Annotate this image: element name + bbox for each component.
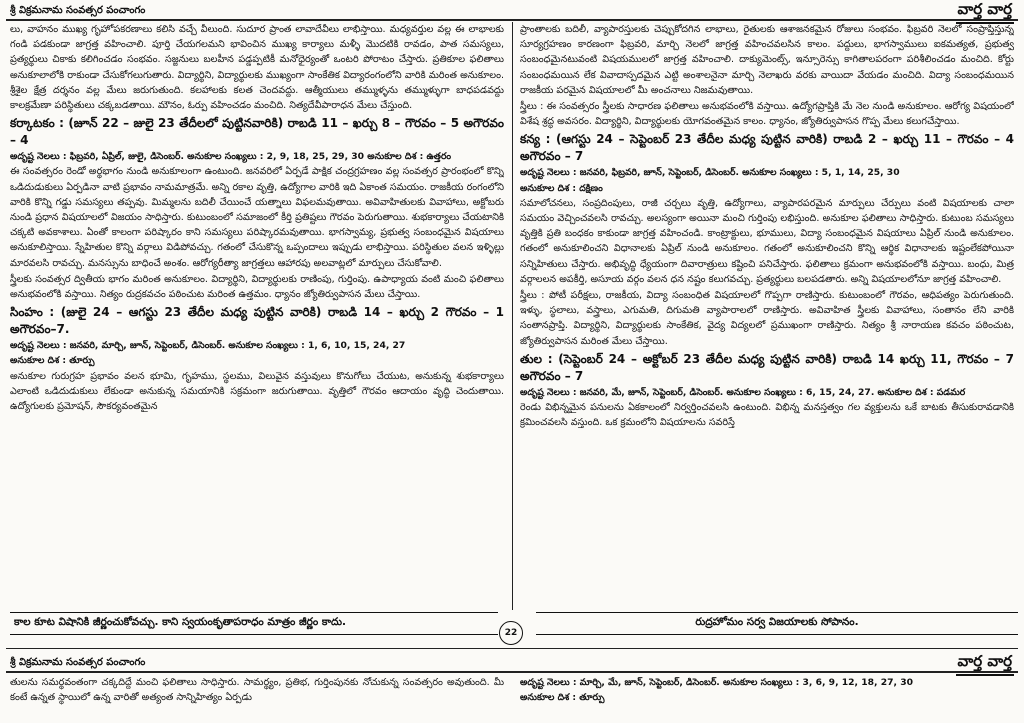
next-page-lucky: అదృష్ట నెలలు : మార్చి, మే, జూన్, సెప్టెంబర్, డిసెంబర్. అనుకూల సంఖ్యలు : 3, 6, 9, 12, 18, 27, 30	[520, 677, 913, 688]
brand-logo: వార్త వార్త	[956, 0, 1014, 24]
karkatakam-heading: కర్కాటకం : (జూన్ 22 – జులై 23 తేదీలలో పుట్టినవారికి) రాబడి 11 – ఖర్చు 8 – గౌరవం – 5 అగౌరవం – 4	[10, 116, 504, 148]
kanya-women: స్త్రీలు : పోటీ పరీక్షలు, రాజకీయ, విద్యా సంబంధిత విషయాలలో గొప్పగా రాణిస్తారు. కుటుంబంలో గౌరవం, ఆధిపత్యం పెరుగుతుంది. ఇళ్ళు, స్థలాలు, వస్త్రాలు, ఎగుమతి, దిగుమతి వ్యాపారాలలో రాణిస్తారు. అవివాహిత స్త్రీలకు వివాహాలు, సంతానం లేని వారికి సంతానప్రాప్తి. విద్యార్థిని, విద్యార్థులకు సాంకేతిక, వైద్య విద్యలలో ప్రముఖంగా రాణిస్తారు. నిత్యం శ్రీ నారాయణ కవచం పఠించుట, జ్యోతిర్వుపాసన మరింత మేలు చేస్తాయి.	[520, 290, 1014, 347]
kanya-direction: అనుకూల దిశ : దక్షిణం	[520, 182, 603, 194]
footer-quote-right: రుద్రహోమం సర్వ విజయాలకు సోపానం.	[536, 612, 1018, 635]
karkatakam-women: స్త్రీలకు సంవత్సర ద్వితీయ భాగం మరింత అనుకూలం. విద్యార్థిని, విద్యార్థులకు రాణింపు, గుర్తింపు. ఉపాధ్యాయ వంటి మంచి ఫలితాలు అనుభవంలోకి వస్తాయి. నిత్యం రుద్రకవచం పఠించుట మరింత ఉత్తమం. ధ్యానం జ్యోతిర్వుపాసన మేలు చేస్తాయి.	[10, 273, 504, 301]
simham-body: అనుకూల గురుగ్రహ ప్రభావం వలన భూమి, గృహము, స్థలము, విలువైన వస్తువులు కొనుగోలు చేయుట, అనుకున్న శుభకార్యాలు ఎలాంటి ఒడిదుడుకులు లేకుండా అనుకున్న సమయానికి సక్రమంగా జరుగుతాయి. వృత్తిలో గౌరవం ఆదాయం వృద్ధి చెందుతాయి. ఉద్యోగులకు ప్రమోషన్, సౌకర్యవంతమైన	[10, 370, 504, 413]
page-number: 22	[499, 621, 523, 645]
simham-direction: అనుకూల దిశ : తూర్పు	[10, 355, 95, 367]
right-column	[520, 22, 1014, 610]
next-page-header-rule	[6, 671, 1018, 673]
magazine-spread	[6, 0, 1018, 723]
tula-body: రెండు విభిన్నమైన పనులను ఏకకాలంలో నిర్వర్తించవలసి ఉంటుంది. విభిన్న మనస్తత్వం గల వ్యక్తులను ఒకే బాటకు తీసుకురావడానికి క్రమించవలసి వస్తుంది. ఒక క్రమంలోని విషయాలను సవరిస్తే	[520, 402, 1014, 429]
next-page-left-text: తులను సమర్థవంతంగా చక్కదిద్దే మంచి ఫలితాలు సాధిస్తారు. సామర్థ్యం, ప్రతిభ, గుర్తింపునకు నోచుకున్న సంవత్సరం అవుతుంది. మీ కంటే ఉన్నత స్థాయిలో ఉన్న వారితో అత్యంత సాన్నిహిత్యం ఏర్పడు	[10, 677, 504, 704]
left-column	[10, 22, 504, 610]
karkatakam-body: ఈ సంవత్సరం రెండో అర్థభాగం నుండి అనుకూలంగా ఉంటుంది. జనవరిలో ఏర్పడే పాక్షిక చంద్రగ్రహణం వల్ల సంవత్సర ప్రారంభంలో కొన్ని ఒడిదుడుకులు ఏర్పడినా వాటి ప్రభావం నామమాత్రమే. అన్ని రకాల వృత్తి, ఉద్యోగాల వారికి ఇది ఏకాంత సమయం. రాజకీయ రంగంలోని వారికి కొన్ని గడ్డు సమస్యలు తప్పవు. మిమ్మలను బదిలీ చేయించే యత్నాలు విఫలమవుతాయి. అవివాహితులకు వివాహాలు, అక్టోబరు నుండి ప్రధాన విషయాలలో విజయం సాధిస్తారు. కుటుంబంలో సమాజంలో కీర్తి ప్రతిష్టలు గౌరవం పెరుగుతాయి. శుభకార్యాలు చేయటానికి చక్కటి అవకాశాలు. ఏంతో కాలంగా పరిష్కారం కాని సమస్యలు పరిష్కారమవుతాయి. భాగస్వామ్య, ప్రభుత్వ సంబంధమైన విషయాలు అనుకూలిస్తాయి. స్నేహితుల కొన్ని వర్గాలు విడిపోవచ్చు. గతంలో చేసుకొన్న ఒప్పందాలు ఇప్పుడు లాభిస్తాయి. పరిస్థితుల వలన ఇళ్ళిల్లు మారవలసి రావచ్చు. మనస్సును బాధించే అంశం. ఆరోగ్యరీత్యా జాగ్రత్తలు ఆహారపు అలవాట్లలో మార్పులు చేసుకోవాలి.	[10, 166, 504, 269]
kanya-lucky: అదృష్ట నెలలు : జనవరి, ఫిబ్రవరి, జూన్, సెప్టెంబర్, డిసెంబర్. అనుకూల సంఖ్యలు : 5, 1, 14, 25, 30	[520, 167, 900, 179]
next-page-direction: అనుకూల దిశ : తూర్పు	[520, 692, 605, 704]
simham-lucky: అదృష్ట నెలలు : జనవరి, మార్చి, జూన్, సెప్టెంబర్, డిసెంబర్. అనుకూల సంఖ్యలు : 1, 6, 10, 15, 24, 27	[10, 340, 406, 352]
header-title: శ్రీ విక్రమనామ సంవత్సర పంచాంగం	[10, 5, 146, 16]
next-page-brand-logo: వార్త వార్త	[956, 652, 1014, 676]
tula-heading: తుల : (సెప్టెంబర్ 24 – అక్టోబర్ 23 తేదీల మధ్య పుట్టిన వారికి) రాబడి 14 ఖర్చు 11, గౌరవం – 7 అగౌరవం – 7	[520, 351, 1014, 383]
column-divider	[512, 22, 513, 610]
women-paragraph: స్త్రీలు : ఈ సంవత్సరం స్త్రీలకు సాధారణ ఫలితాలు అనుభవంలోకి వస్తాయి. ఉద్యోగప్రాప్తికి మే నెల నుండి అనుకూలం. ఆరోగ్య విషయంలో విశేష శ్రద్ధ అవసరం. విద్యార్థిని, విద్యార్థులకు యోగవంతమైన కాలం. ధ్యానం, జ్యోతిర్వుపాసన గొప్ప మేలు కలుగచేస్తాయి.	[520, 101, 1014, 128]
intro-paragraph: లు, వాహనం ముఖ్య గృహోపకరణాలు కలిసి వచ్చే వీలుంది. సుదూర ప్రాంత లావాదేవీలు లాభిస్తాయి. మధ్యవర్తుల వల్ల ఈ లాభాలకు గండి పడకుండా జాగ్రత్త వహించాలి. పూర్తి చేయగలమని భావించిన ముఖ్య కార్యాలు మళ్ళీ మొదటికి రావడం, పాత సమస్యలు, ప్రత్యర్థులు చికాకు కలిగించడం సంభవం. సజ్జనులు బలహీన పడ్డప్పటికీ మనోధైర్యంతో ఒంటరి పోరాటం చేస్తారు. ప్రతికూల ఫలితాలు అనుకూలాలోకి రాకుండా చేసుకోగలుగుతారు. విద్యార్థిని, విద్యార్థులకు ముఖ్యంగా సాంకేతిక విద్యారంగంలోని వారికి మరింత అనుకూలం. శ్రీశైల క్షేత్ర దర్శనం వల్ల మేలు జరుగుతుంది. కలహాలకు కలత చెందవద్దు. ఆత్మీయులు తమ్ముళ్ళను తమ్ముళ్ళుగా బాధపడవద్దు కాలక్రమేణా పరిస్థితులు చక్కబడతాయి. మౌనం, ఓర్పు వహించడం మంచిది. నిత్యదేవీపారాధన మేలు చేస్తుంది.	[10, 24, 504, 112]
intro-paragraph: ప్రాంతాలకు బదిలీ, వ్యాపారస్తులకు చెప్పుకోదగిన లాభాలు, రైతులకు ఆశాజనకమైన రోజులు సంభవం. ఫిబ్రవరి నెలలో సంప్రాప్తిస్తున్న సూర్యగ్రహణం కారణంగా ఫిబ్రవరి, మార్చి నెలలో జాగ్రత్త వహించవలసిన కాలం. పద్దులు, భాగస్వాములు ఐకమత్యత, ప్రభుత్వ సంబంధమైనటువంటి విషయములలో జాగ్రత్త వహించాలి. దాక్యుమెంట్స్, ఇన్సూరెన్సు కాగితాలపరంగా పరిశీలించడం మంచిది. కోర్టు సంబంధమయిన లేక వివాదాస్పదమైన ఎట్టి అంశాలనైనా మార్చి నెలాఖరు వరకు వాయిదా వేయడం మంచిది. విద్యా సంబంధమయిన రాజకీయ పరమైన విషయాలలో మీ అంచనాలు నిజమవుతాయి.	[520, 24, 1014, 96]
footer-quote-left: కాల కూట విషానికి జీర్ణంచుకోవచ్చు. కాని స్వయంకృతాపరాధం మాత్రం జీర్ణం కాదు.	[10, 612, 498, 635]
karkatakam-lucky: అదృష్ట నెలలు : ఫిబ్రవరి, ఏప్రిల్, జులై, డిసెంబర్. అనుకూల సంఖ్యలు : 2, 9, 18, 25, 29, 30 అనుకూల దిశ : ఉత్తరం	[10, 151, 452, 163]
kanya-body: సమాలోచనలు, సంప్రదింపులు, రాజీ చర్చలు వృత్తి, ఉద్యోగాలు, వ్యాపారపరమైన మార్పులు చేర్పులు వంటి విషయాలకు చాలా సమయం వెచ్చించవలసి రావచ్చు. అలస్యంగా అయినా మంచి గుర్తింపు లభిస్తుంది. అనుకూల ఫలితాలు సాధిస్తారు. కుటుంబ సమస్యలు వృత్తికి ప్రతి బంధకం కాకుండా జాగ్రత్త వహించండి. కాంట్రాక్టులు, భూములు, విద్యా సంబంధమైన విషయాలు ఏప్రిల్ నుండి అనుకూలం. గతంలో అనుకూలించని విధానాలకు ఏప్రిల్ నుండి అనుకూలం. గతంలో అనుకూలించని కొన్ని ఆర్థిక విధానాలకు ఇష్టంలేకపోయినా సన్నిహితులు చేస్తారు. అభివృద్ధి ధ్యేయంగా దివారాత్రులు కష్టించి పనిచేస్తారు. ఫలితాలు క్రమంగా అనుభవంలోకి వస్తాయి. బంధు, మిత్ర వర్గాలలన అపకీర్తి, అసూయ వర్గం వలన ధన నష్టం కలుగవచ్చు. ప్రత్యర్థులు బలపడతారు. అన్ని విషయాలలోనూ జాగ్రత్త వహించాలి.	[520, 197, 1014, 285]
next-page-right-text	[520, 675, 1014, 721]
header-rule	[6, 19, 1018, 21]
tula-lucky: అదృష్ట నెలలు : జనవరి, మే, జూన్, సెప్టెంబర్, డిసెంబర్. అనుకూల సంఖ్యలు : 6, 15, 24, 27. అనుకూల దిశ : పడమర	[520, 386, 966, 398]
kanya-heading: కన్య : (ఆగస్టు 24 – సెప్టెంబర్ 23 తేదీల మధ్య పుట్టిన వారికి) రాబడి 2 – ఖర్చు 11 – గౌరవం – 4 అగౌరవం – 7	[520, 132, 1014, 164]
next-page-header-title: శ్రీ విక్రమనామ సంవత్సర పంచాంగం	[10, 657, 146, 668]
page-break-rule	[6, 648, 1018, 649]
simham-heading: సింహం : (జులై 24 – ఆగస్టు 23 తేదీల మధ్య పుట్టిన వారికి) రాబడి 14 – ఖర్చు 2 గౌరవం – 1 అగౌరవం–7.	[10, 305, 504, 337]
